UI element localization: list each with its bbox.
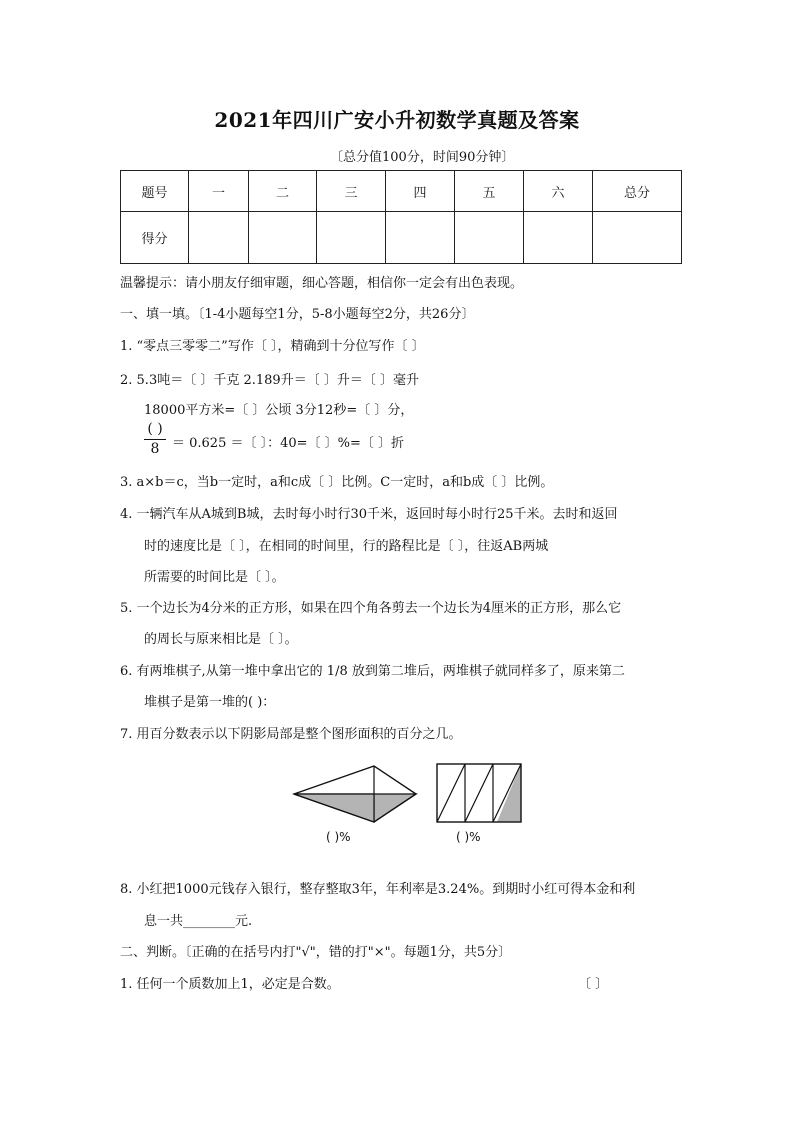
question-6-line2: 堆棋子是第一堆的( )： xyxy=(144,695,276,710)
tip-text: 温馨提示：请小朋友仔细审题，细心答题，相信你一定会有出色表现。 xyxy=(120,276,524,291)
question-4-line1: 4. 一辆汽车从A城到B城，去时每小时行30千米，返回时每小时行25千米。去时和返回 xyxy=(120,507,618,522)
score-cell[interactable] xyxy=(524,212,593,264)
rhombus-figure xyxy=(292,762,418,826)
question-8-line1: 8. 小红把1000元钱存入银行，整存整取3年，年利率是3.24%。到期时小红可得本金和利 xyxy=(120,882,636,897)
exam-info: 〔总分值100分，时间90分钟〕 xyxy=(330,150,515,165)
question-4-line3: 所需要的时间比是〔 〕。 xyxy=(144,570,285,585)
score-table-header-row xyxy=(121,171,682,212)
question-2-line3: ＝ 0.625 ＝〔 〕：40=〔 〕%=〔 〕折 xyxy=(172,436,405,451)
rectangle-figure xyxy=(435,762,525,824)
rhombus-shaded-left xyxy=(294,794,374,822)
row-label-cell: 得分 xyxy=(121,212,189,264)
page-title: 2021年四川广安小升初数学真题及答案 xyxy=(214,108,580,132)
score-table xyxy=(120,170,682,264)
question-7: 7. 用百分数表示以下阴影局部是整个图形面积的百分之几。 xyxy=(120,727,462,742)
fraction-numerator: ( ) xyxy=(144,420,166,440)
question-5-line1: 5. 一个边长为4分米的正方形，如果在四个角各剪去一个边长为4厘米的正方形，那么它 xyxy=(120,601,622,616)
score-cell[interactable] xyxy=(593,212,682,264)
question-1: 1. “零点三零零二”写作〔 〕，精确到十分位写作〔 〕 xyxy=(120,339,425,354)
figure-right-caption: ( )% xyxy=(456,830,481,844)
score-cell[interactable] xyxy=(455,212,524,264)
section1-title: 一、填一填。〔1-4小题每空1分，5-8小题每空2分，共26分〕 xyxy=(120,307,475,322)
figure-left-caption: ( )% xyxy=(326,830,351,844)
judge-answer-blank[interactable]: 〔 〕 xyxy=(578,977,609,992)
header-cell: 六 xyxy=(524,171,593,212)
question-5-line2: 的周长与原来相比是〔 〕。 xyxy=(144,632,298,647)
header-cell: 三 xyxy=(317,171,386,212)
score-cell[interactable] xyxy=(386,212,455,264)
fraction xyxy=(144,420,166,458)
question-6-line1: 6. 有两堆棋子,从第一堆中拿出它的 1/8 放到第二堆后，两堆棋子就同样多了，原来第二 xyxy=(120,664,625,679)
score-cell[interactable] xyxy=(317,212,386,264)
header-cell: 二 xyxy=(249,171,317,212)
header-cell: 题号 xyxy=(121,171,189,212)
header-cell: 四 xyxy=(386,171,455,212)
score-table-score-row xyxy=(121,212,682,264)
score-cell[interactable] xyxy=(189,212,249,264)
question-4-line2: 时的速度比是〔 〕，在相同的时间里，行的路程比是〔 〕，往返AB两城 xyxy=(144,539,549,554)
question-3: 3. a×b＝c，当b一定时，a和c成〔 〕比例。C一定时，a和b成〔 〕比例。 xyxy=(120,475,554,490)
header-cell: 一 xyxy=(189,171,249,212)
score-cell[interactable] xyxy=(249,212,317,264)
question-2-line2: 18000平方米=〔 〕公顷 3分12秒=〔 〕分， xyxy=(144,403,414,418)
section2-title: 二、判断。〔正确的在括号内打"√"，错的打"×"。每题1分，共5分〕 xyxy=(120,945,512,960)
question-2-line1: 2. 5.3吨＝〔 〕千克 2.189升＝〔 〕升＝〔 〕毫升 xyxy=(120,373,419,388)
rectangle-diagonal xyxy=(437,764,465,822)
header-cell: 五 xyxy=(455,171,524,212)
header-cell: 总分 xyxy=(593,171,682,212)
fraction-denominator: 8 xyxy=(150,441,160,457)
judge-question-1: 1. 任何一个质数加上1，必定是合数。 xyxy=(120,977,340,992)
rectangle-diagonal xyxy=(465,764,493,822)
question-8-line2: 息一共________元. xyxy=(144,914,253,929)
